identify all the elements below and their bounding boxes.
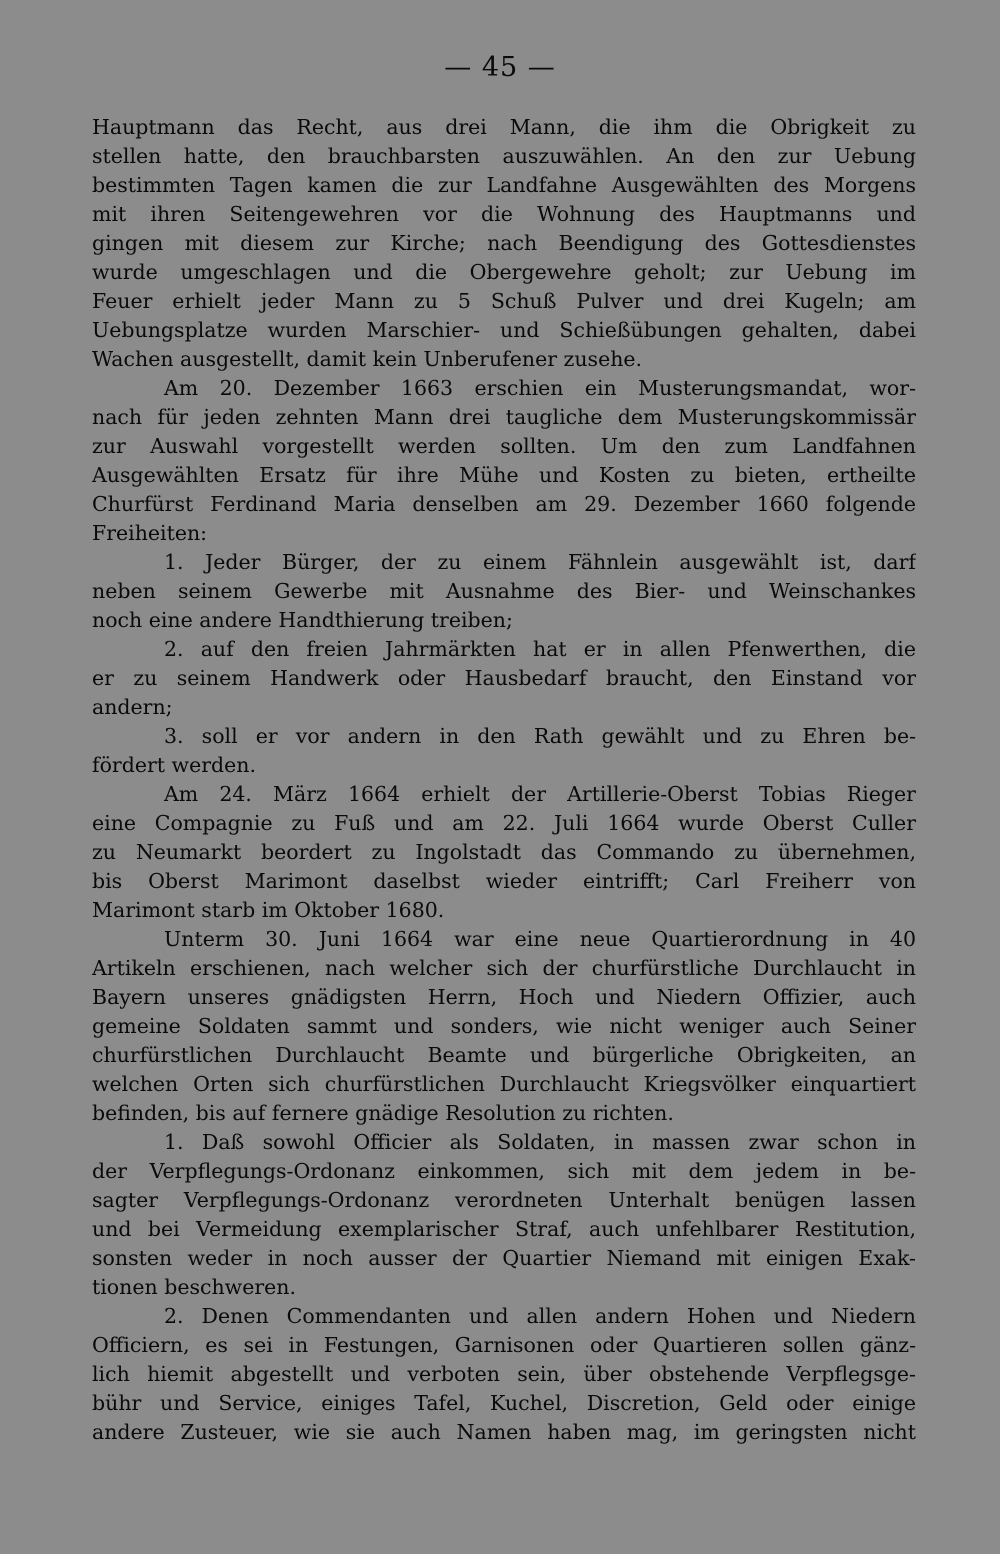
text-line: Am 20. Dezember 1663 erschien ein Musterungsmandat, wor- [164,376,916,400]
text-line: eine Compagnie zu Fuß und am 22. Juli 1664 wurde Oberst Culler [92,811,916,835]
text-line: Artikeln erschienen, nach welcher sich der churfürstliche Durchlaucht in [92,956,916,980]
text-line: noch eine andere Handthierung treiben; [92,608,513,632]
text-line: Unterm 30. Juni 1664 war eine neue Quartierordnung in 40 [164,927,916,951]
body-text [92,113,916,1447]
text-line: welchen Orten sich churfürstlichen Durchlaucht Kriegsvölker einquartiert [92,1072,916,1096]
text-line: 1. Daß sowohl Officier als Soldaten, in massen zwar schon in [164,1130,916,1154]
text-line: 2. Denen Commendanten und allen andern Hohen und Niedern [164,1304,916,1328]
text-line: stellen hatte, den brauchbarsten auszuwählen. An den zur Uebung [92,144,916,168]
text-line: Marimont starb im Oktober 1680. [92,898,445,922]
text-line: Wachen ausgestellt, damit kein Unberufener zusehe. [92,347,643,371]
text-line: gemeine Soldaten sammt und sonders, wie nicht weniger auch Seiner [92,1014,916,1038]
text-line: bestimmten Tagen kamen die zur Landfahne Ausgewählten des Morgens [92,173,916,197]
text-line: er zu seinem Handwerk oder Hausbedarf braucht, den Einstand vor [92,666,916,690]
text-line: bis Oberst Marimont daselbst wieder eintrifft; Carl Freiherr von [92,869,916,893]
page-number: — 45 — [444,52,556,83]
text-line: fördert werden. [92,753,256,777]
text-line: sonsten weder in noch ausser der Quartier Niemand mit einigen Exak- [92,1246,916,1270]
text-line: zur Auswahl vorgestellt werden sollten. Um den zum Landfahnen [92,434,916,458]
text-line: andern; [92,695,173,719]
text-line: gingen mit diesem zur Kirche; nach Beendigung des Gottesdienstes [92,231,916,255]
text-line: andere Zusteuer, wie sie auch Namen haben mag, im geringsten nicht [92,1420,916,1444]
text-line: Hauptmann das Recht, aus drei Mann, die ihm die Obrigkeit zu [92,115,916,139]
text-line: neben seinem Gewerbe mit Ausnahme des Bier- und Weinschankes [92,579,916,603]
text-line: und bei Vermeidung exemplarischer Straf, auch unfehlbarer Restitution, [92,1217,916,1241]
text-line: 1. Jeder Bürger, der zu einem Fähnlein ausgewählt ist, darf [164,550,916,574]
text-line: wurde umgeschlagen und die Obergewehre geholt; zur Uebung im [92,260,916,284]
text-line: Officiern, es sei in Festungen, Garnisonen oder Quartieren sollen gänz- [92,1333,916,1357]
text-line: Uebungsplatze wurden Marschier- und Schießübungen gehalten, dabei [92,318,916,342]
text-line: 2. auf den freien Jahrmärkten hat er in allen Pfenwerthen, die [164,637,916,661]
text-line: Am 24. März 1664 erhielt der Artillerie-Oberst Tobias Rieger [164,782,916,806]
text-line: Freiheiten: [92,521,208,545]
text-line: tionen beschweren. [92,1275,296,1299]
text-line: der Verpflegungs-Ordonanz einkommen, sich mit dem jedem in be- [92,1159,916,1183]
text-line: mit ihren Seitengewehren vor die Wohnung des Hauptmanns und [92,202,916,226]
text-line: Feuer erhielt jeder Mann zu 5 Schuß Pulver und drei Kugeln; am [92,289,916,313]
text-line: nach für jeden zehnten Mann drei taugliche dem Musterungskommissär [92,405,916,429]
text-line: Ausgewählten Ersatz für ihre Mühe und Kosten zu bieten, ertheilte [92,463,916,487]
text-line: 3. soll er vor andern in den Rath gewählt und zu Ehren be- [164,724,916,748]
text-line: befinden, bis auf fernere gnädige Resolution zu richten. [92,1101,674,1125]
text-line: Churfürst Ferdinand Maria denselben am 29. Dezember 1660 folgende [92,492,916,516]
text-line: Bayern unseres gnädigsten Herrn, Hoch und Niedern Offizier, auch [92,985,916,1009]
text-line: sagter Verpflegungs-Ordonanz verordneten Unterhalt benügen lassen [92,1188,916,1212]
text-line: churfürstlichen Durchlaucht Beamte und bürgerliche Obrigkeiten, an [92,1043,916,1067]
text-line: lich hiemit abgestellt und verboten sein, über obstehende Verpflegsge- [92,1362,916,1386]
text-line: zu Neumarkt beordert zu Ingolstadt das Commando zu übernehmen, [92,840,916,864]
text-line: bühr und Service, einiges Tafel, Kuchel, Discretion, Geld oder einige [92,1391,916,1415]
